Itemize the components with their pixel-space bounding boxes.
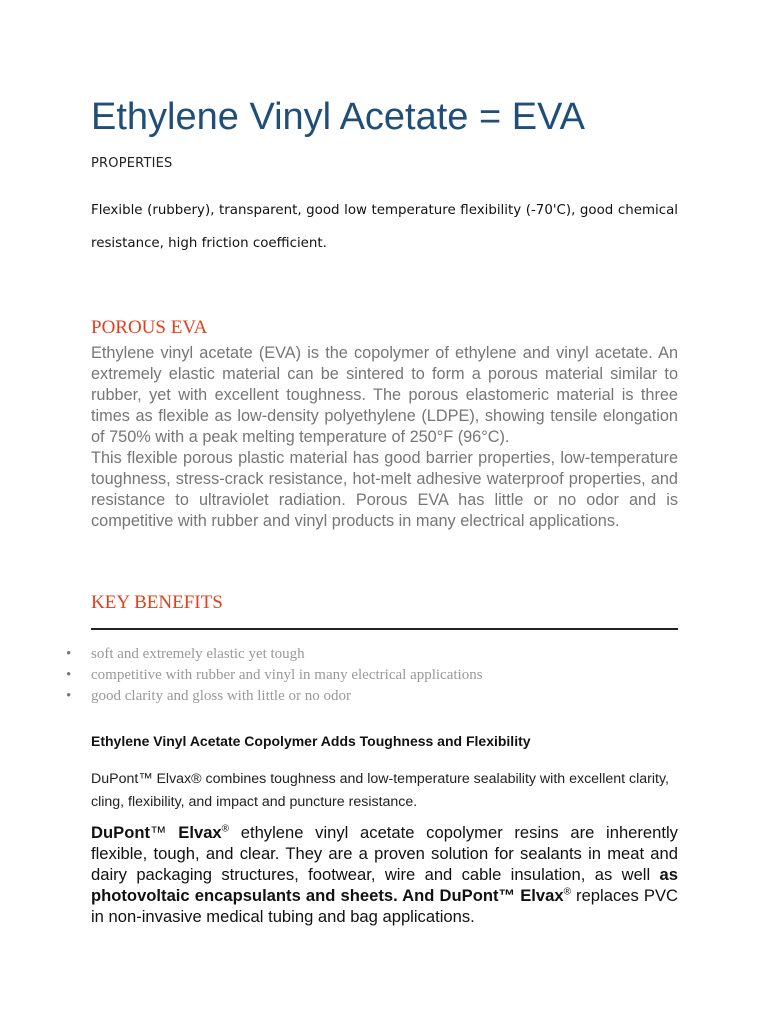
brand-name: DuPont [91, 823, 150, 842]
bullet-icon: • [66, 646, 72, 662]
properties-text: Flexible (rubbery), transparent, good low temperature flexibility (-70'C), good chemical resistance, high friction coefficient. [91, 203, 678, 251]
registered-symbol: ® [563, 886, 571, 898]
dupont-body-bold: as photovoltaic encapsulants and sheets. And DuPont™ Elvax [91, 865, 678, 905]
product-name: Elvax [178, 823, 222, 842]
list-item [66, 644, 483, 665]
trademark-symbol: ™ [150, 823, 167, 842]
bullet-icon: • [66, 688, 72, 704]
list-item-text: competitive with rubber and vinyl in many electrical applications [91, 667, 483, 683]
page-title: Ethylene Vinyl Acetate = EVA [91, 96, 585, 138]
porous-eva-paragraph-2: This flexible porous plastic material has good barrier properties, low-temperature toughness, stress-crack resistance, hot-melt adhesive waterproof properties, and resistance to ultraviolet radiation. Porous EVA has little or no odor and is competitive with rubber and vinyl products in many electrical applications. [91, 449, 678, 530]
key-benefits-heading: KEY BENEFITS [91, 592, 223, 613]
list-item [66, 686, 483, 707]
key-benefits-list [66, 644, 483, 707]
bullet-icon: • [66, 667, 72, 683]
properties-heading: PROPERTIES [91, 156, 173, 171]
copolymer-heading: Ethylene Vinyl Acetate Copolymer Adds Toughness and Flexibility [91, 733, 531, 749]
horizontal-divider [91, 628, 678, 630]
list-item-text: good clarity and gloss with little or no odor [91, 688, 351, 704]
dupont-body [91, 822, 678, 927]
porous-eva-body [91, 343, 678, 532]
dupont-body-part-1: ethylene vinyl acetate copolymer resins are inherently flexible, tough, and clear. They are a proven solution for sealants in meat and dairy packaging structures, footwear, wire and cable insulation, as well [91, 823, 678, 884]
list-item [66, 665, 483, 686]
registered-symbol: ® [221, 823, 230, 835]
dupont-intro: DuPont™ Elvax® combines toughness and low-temperature sealability with excellent clarity, cling, flexibility, and impact and puncture resistance. [91, 771, 669, 810]
list-item-text: soft and extremely elastic yet tough [91, 646, 305, 662]
dupont-body-part-2: replaces PVC in non-invasive medical tubing and bag applications. [91, 886, 678, 926]
porous-eva-paragraph-1: Ethylene vinyl acetate (EVA) is the copolymer of ethylene and vinyl acetate. An extremely elastic material can be sintered to form a porous material similar to rubber, yet with excellent toughness. The porous elastomeric material is three times as flexible as low-density polyethylene (LDPE), showing tensile elongation of 750% with a peak melting temperature of 250°F (96°C). [91, 344, 678, 446]
porous-eva-heading: POROUS EVA [91, 317, 208, 338]
